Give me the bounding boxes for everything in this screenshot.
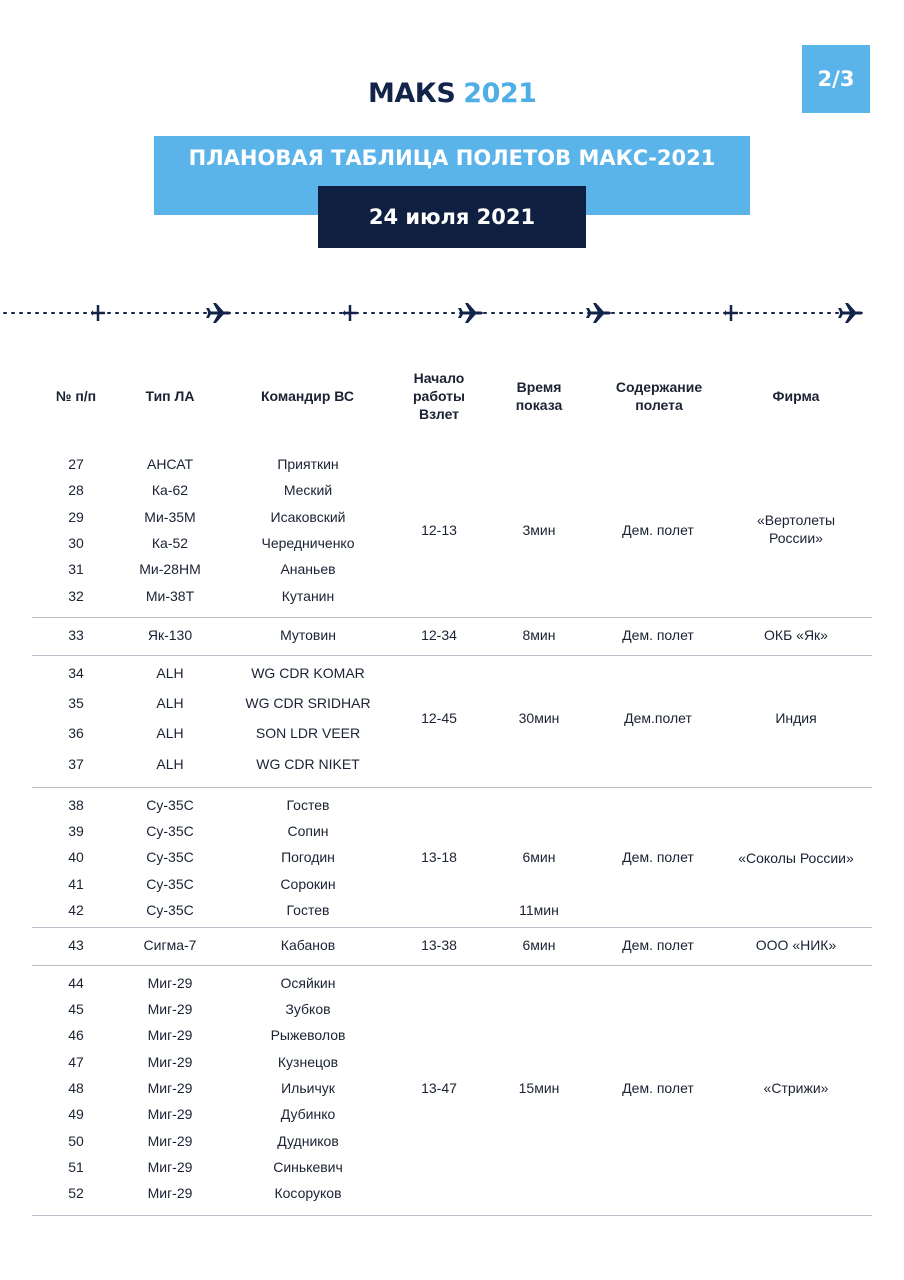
plane-icon [206, 303, 231, 323]
commander-name: Косоруков [274, 1185, 342, 1201]
commander-name: Кутанин [281, 588, 335, 604]
row-number: 38 [68, 797, 84, 813]
row-number: 48 [68, 1080, 84, 1096]
start-time: 12-45 [421, 710, 457, 726]
row-number: 36 [68, 725, 84, 741]
aircraft-type: Ми-38Т [145, 588, 195, 604]
header-flight-content: Содержание полета [615, 379, 703, 413]
page-title: ПЛАНОВАЯ ТАБЛИЦА ПОЛЕТОВ МАКС-2021 [188, 146, 716, 170]
row-number: 45 [68, 1001, 84, 1017]
row-number: 47 [68, 1054, 84, 1070]
aircraft-type: Миг-29 [147, 1106, 193, 1122]
row-number: 33 [68, 627, 84, 643]
row-divider [32, 655, 872, 656]
row-number: 50 [68, 1133, 84, 1149]
show-duration: 6мин [522, 849, 556, 865]
row-number: 28 [68, 482, 84, 498]
firm-name: Индия [775, 710, 817, 726]
commander-name: WG CDR KOMAR [251, 665, 365, 681]
commander-name: Рыжеволов [270, 1027, 346, 1043]
plane-icon [586, 303, 611, 323]
plane-icon [724, 305, 738, 321]
plane-icon [458, 303, 483, 323]
row-divider [32, 787, 872, 788]
row-number: 40 [68, 849, 84, 865]
header-firm: Фирма [772, 388, 820, 404]
commander-name: Кабанов [280, 937, 336, 953]
commander-name: Чередниченко [261, 535, 355, 551]
header-number: № п/п [55, 388, 97, 404]
start-time: 13-18 [421, 849, 457, 865]
commander-name: Гостев [286, 797, 330, 813]
aircraft-type: ALH [156, 695, 184, 711]
firm-name: «Вертолеты России» [756, 512, 836, 546]
aircraft-type: Миг-29 [147, 1054, 193, 1070]
show-duration: 30мин [518, 710, 560, 726]
commander-name: Сопин [287, 823, 329, 839]
row-divider [32, 617, 872, 618]
commander-name: Меский [283, 482, 333, 498]
header-aircraft-type: Тип ЛА [145, 388, 195, 404]
commander-name: Зубков [285, 1001, 331, 1017]
row-number: 27 [68, 456, 84, 472]
row-number: 52 [68, 1185, 84, 1201]
commander-name: WG CDR SRIDHAR [245, 695, 371, 711]
flight-content: Дем.полет [624, 710, 692, 726]
row-number: 49 [68, 1106, 84, 1122]
maks-logo [368, 76, 536, 110]
row-number: 44 [68, 975, 84, 991]
commander-name: Прияткин [277, 456, 339, 472]
row-number: 39 [68, 823, 84, 839]
start-time: 13-38 [421, 937, 457, 953]
aircraft-type: Миг-29 [147, 1027, 193, 1043]
firm-name: «Стрижи» [763, 1080, 829, 1096]
header-commander: Командир ВС [261, 388, 354, 404]
aircraft-type: Миг-29 [147, 1001, 193, 1017]
aircraft-type: Ми-28НМ [139, 561, 201, 577]
show-duration: 15мин [518, 1080, 560, 1096]
date-banner: 24 июля 2021 [318, 186, 586, 248]
plane-icon [91, 305, 105, 321]
commander-name: WG CDR NIKET [256, 756, 360, 772]
start-time: 12-13 [421, 522, 457, 538]
flight-content: Дем. полет [622, 522, 694, 538]
commander-name: Погодин [281, 849, 335, 865]
logo-brand: МАКS [368, 77, 456, 109]
row-number: 32 [68, 588, 84, 604]
show-duration-extra: 11мин [519, 902, 559, 918]
firm-name: ООО «НИК» [755, 937, 837, 953]
aircraft-type: Миг-29 [147, 975, 193, 991]
row-number: 41 [68, 876, 84, 892]
commander-name: Мутовин [280, 627, 336, 643]
aircraft-type: Ми-35М [144, 509, 196, 525]
commander-name: Гостев [286, 902, 330, 918]
row-divider [32, 1215, 872, 1216]
commander-name: Дубинко [280, 1106, 336, 1122]
commander-name: Исаковский [270, 509, 346, 525]
aircraft-type: АНСАТ [146, 456, 194, 472]
aircraft-type: Су-35С [146, 849, 194, 865]
show-duration: 3мин [522, 522, 556, 538]
commander-name: Ананьев [280, 561, 336, 577]
aircraft-type: Су-35С [146, 876, 194, 892]
aircraft-type: Миг-29 [147, 1080, 193, 1096]
flight-path-divider [0, 300, 904, 326]
firm-name: «Соколы России» [738, 850, 854, 866]
aircraft-type: ALH [156, 756, 184, 772]
start-time: 12-34 [421, 627, 457, 643]
header-start-time: Начало работы Взлет [412, 370, 465, 422]
show-duration: 8мин [522, 627, 556, 643]
commander-name: SON LDR VEER [255, 725, 361, 741]
row-number: 35 [68, 695, 84, 711]
aircraft-type: ALH [156, 725, 184, 741]
aircraft-type: Су-35С [146, 823, 194, 839]
flight-content: Дем. полет [622, 937, 694, 953]
aircraft-type: Миг-29 [147, 1133, 193, 1149]
row-number: 29 [68, 509, 84, 525]
aircraft-type: Як-130 [147, 627, 193, 643]
commander-name: Синькевич [273, 1159, 343, 1175]
aircraft-type: ALH [156, 665, 184, 681]
commander-name: Ильичук [281, 1080, 335, 1096]
firm-name: ОКБ «Як» [764, 627, 828, 643]
row-number: 51 [68, 1159, 84, 1175]
flight-content: Дем. полет [622, 849, 694, 865]
aircraft-type: Су-35С [146, 902, 194, 918]
row-number: 31 [68, 561, 84, 577]
row-number: 43 [68, 937, 84, 953]
row-number: 37 [68, 756, 84, 772]
commander-name: Сорокин [280, 876, 336, 892]
header-show-duration: Время показа [515, 379, 563, 413]
flight-content: Дем. полет [622, 627, 694, 643]
start-time: 13-47 [421, 1080, 457, 1096]
aircraft-type: Ка-52 [151, 535, 189, 551]
page-indicator: 2/3 [802, 45, 870, 113]
aircraft-type: Миг-29 [147, 1185, 193, 1201]
aircraft-type: Сигма-7 [143, 937, 197, 953]
row-divider [32, 927, 872, 928]
show-duration: 6мин [522, 937, 556, 953]
aircraft-type: Су-35С [146, 797, 194, 813]
plane-icon [343, 305, 357, 321]
commander-name: Дудников [277, 1133, 339, 1149]
row-number: 30 [68, 535, 84, 551]
row-number: 46 [68, 1027, 84, 1043]
flight-content: Дем. полет [622, 1080, 694, 1096]
aircraft-type: Ка-62 [151, 482, 189, 498]
row-number: 42 [68, 902, 84, 918]
logo-year: 2021 [463, 77, 537, 109]
commander-name: Осяйкин [280, 975, 336, 991]
row-number: 34 [68, 665, 84, 681]
aircraft-type: Миг-29 [147, 1159, 193, 1175]
row-divider [32, 965, 872, 966]
commander-name: Кузнецов [277, 1054, 339, 1070]
plane-icon [838, 303, 863, 323]
